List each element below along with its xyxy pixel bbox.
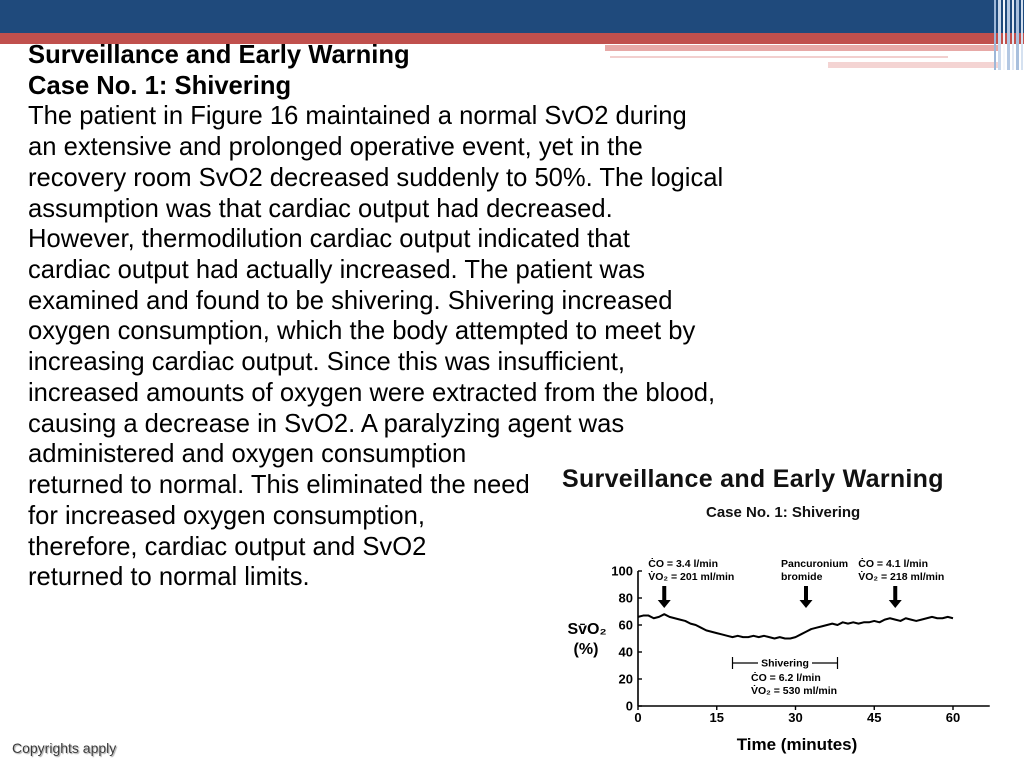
y-tick-label: 80 <box>618 590 633 606</box>
decorative-stripe <box>1016 0 1019 70</box>
slide-subtitle: Case No. 1: Shivering <box>28 71 292 100</box>
figure-subtitle: Case No. 1: Shivering <box>706 504 861 521</box>
body-text-line: administered and oxygen consumption <box>28 440 467 469</box>
y-axis-unit-label: (%) <box>573 641 599 658</box>
body-text-line: increased amounts of oxygen were extracted from the blood, <box>28 378 716 407</box>
y-tick-label: 40 <box>618 644 633 660</box>
y-tick-label: 20 <box>618 671 633 687</box>
decorative-stripe <box>998 0 1001 70</box>
body-text-line: recovery room SvO2 decreased suddenly to 50%. The logical <box>28 163 724 192</box>
x-tick-label: 30 <box>788 710 803 725</box>
accent-strip <box>828 62 1000 68</box>
annotation-label: V̇O₂ = 201 ml/min <box>648 571 735 583</box>
annotation-label: ĊO = 4.1 l/min <box>858 558 928 570</box>
span-detail-label: ĊO = 6.2 l/min <box>751 672 821 684</box>
body-text-line: returned to normal. This eliminated the need <box>28 471 530 500</box>
body-text-line: therefore, cardiac output and SvO2 <box>28 532 427 561</box>
body-text-line: for increased oxygen consumption, <box>28 501 425 530</box>
figure-title: Surveillance and Early Warning <box>562 465 944 493</box>
decorative-stripe <box>994 0 996 70</box>
span-label: Shivering <box>761 657 809 670</box>
decorative-stripe <box>1003 0 1005 70</box>
header-band <box>0 0 1024 33</box>
body-text-line: However, thermodilution cardiac output indicated that <box>28 225 630 254</box>
arrow-down-icon <box>658 600 671 608</box>
annotation-label: Pancuronium <box>781 558 849 570</box>
decorative-stripe <box>1012 0 1014 70</box>
y-tick-label: 60 <box>618 617 633 633</box>
y-tick-label: 0 <box>625 698 633 714</box>
body-text-line: cardiac output had actually increased. The patient was <box>28 256 645 285</box>
y-axis-label: Sv̄O₂ <box>567 621 607 638</box>
arrow-down-icon <box>800 600 813 608</box>
annotation-label: V̇O₂ = 218 ml/min <box>858 571 945 583</box>
body-text-line: oxygen consumption, which the body attempted to meet by <box>28 317 696 346</box>
decorative-stripe <box>1021 0 1023 70</box>
copyright-footer: Copyrights apply <box>12 740 117 756</box>
arrow-down-icon <box>804 586 808 601</box>
x-tick-label: 45 <box>867 710 882 725</box>
annotation-label: bromide <box>781 571 823 583</box>
arrow-down-icon <box>893 586 897 601</box>
body-text-line: increasing cardiac output. Since this was insufficient, <box>28 348 626 377</box>
decorative-stripe <box>1007 0 1010 70</box>
body-text-line: examined and found to be shivering. Shivering increased <box>28 286 673 315</box>
body-text-line: an extensive and prolonged operative event, yet in the <box>28 133 643 162</box>
arrow-down-icon <box>662 586 666 601</box>
x-axis-label: Time (minutes) <box>736 735 858 754</box>
span-detail-label: V̇O₂ = 530 ml/min <box>751 685 838 697</box>
x-tick-label: 0 <box>634 710 642 725</box>
figure-shivering-chart <box>555 455 1000 768</box>
body-text-line: causing a decrease in SvO2. A paralyzing agent was <box>28 409 625 438</box>
shivering-chart <box>555 455 1000 768</box>
body-text-line: returned to normal limits. <box>28 563 310 592</box>
svo2-line <box>638 614 953 638</box>
annotation-label: ĊO = 3.4 l/min <box>648 558 718 570</box>
body-text-line: The patient in Figure 16 maintained a normal SvO2 during <box>28 102 687 131</box>
arrow-down-icon <box>889 600 902 608</box>
y-tick-label: 100 <box>611 563 633 579</box>
x-tick-label: 60 <box>945 710 961 725</box>
slide-title: Surveillance and Early Warning <box>28 41 410 69</box>
x-tick-label: 15 <box>709 710 724 725</box>
body-text-line: assumption was that cardiac output had decreased. <box>28 194 613 223</box>
